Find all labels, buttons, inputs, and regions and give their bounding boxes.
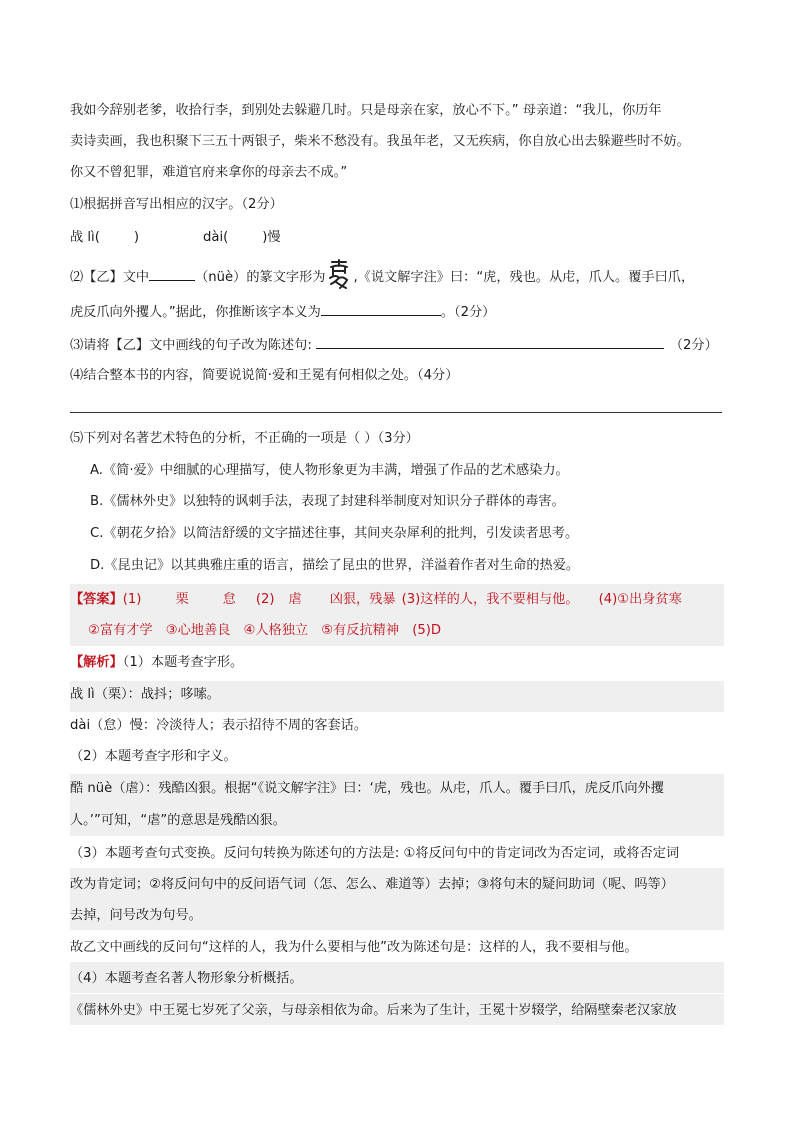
question-2-line-1 — [70, 266, 694, 288]
answer-1b: 怠 — [222, 592, 236, 607]
answer-4: (4)①出身贫寒 — [598, 592, 682, 607]
answer-blank — [149, 266, 195, 281]
answer-2-label: (2) — [255, 592, 275, 607]
analysis-line-7: （3）本题考查句式变换。反问句转换为陈述句的方法是: ①将反问句中的肯定词改为否定词，或将否定词 — [70, 846, 680, 861]
option-d: D.《昆虫记》以其典雅庄重的语言，描绘了昆虫的世界，洋溢着作者对生命的热爱。 — [90, 558, 580, 573]
analysis-line-4: （2）本题考查字形和字义。 — [70, 749, 237, 764]
question-2-line-2 — [70, 301, 495, 323]
question-1-blanks — [70, 228, 281, 248]
analysis-line-1 — [70, 653, 243, 673]
question-4: ⑷结合整本书的内容，简要说说简·爱和王冕有何相似之处。（4分） — [70, 368, 459, 383]
analysis-label: 【解析】 — [70, 655, 123, 670]
blank-li-suffix: ) — [133, 230, 140, 245]
answer-line — [70, 412, 722, 413]
analysis-line-10: 故乙文中画线的反问句“这样的人，我为什么要相与他”改为陈述句是：这样的人，我不要相与他。 — [70, 940, 638, 955]
answer-2b: 凶狠，残暴 — [329, 592, 396, 607]
question-5-stem: ⑸下列对名著艺术特色的分析，不正确的一项是（ ）（3分） — [70, 431, 419, 446]
analysis-line-8: 改为肯定词；②将反问句中的反问语气词（怎、怎么、难道等）去掉；③将句末的疑问助词（呢、吗等） — [70, 877, 674, 892]
answer-2a: 虐 — [288, 592, 302, 607]
question-3 — [70, 334, 718, 356]
analysis-line-3: dài（怠）慢：冷淡待人；表示招待不周的客套话。 — [70, 718, 368, 733]
passage-line-2: 卖诗卖画，我也积聚下三五十两银子，柴米不愁没有。我虽年老，又无疾病，你自放心出去躲避些时不妨。 — [70, 134, 690, 149]
analysis-line-2: 战 lì（栗）：战抖；哆嗦。 — [70, 687, 220, 702]
passage-line-3: 你又不曾犯罪，难道官府来拿你的母亲去不成。” — [70, 165, 348, 180]
analysis-line-6: 人。’”可知，“虐”的意思是残酷凶狠。 — [70, 813, 286, 828]
question-2-part-b: （nüè）的篆文字形为 — [195, 270, 326, 285]
question-3-score: （2分） — [669, 338, 718, 353]
seal-script-glyph-icon — [327, 258, 351, 292]
blank-li-prefix: 战 lì( — [70, 230, 100, 245]
blank-dai-suffix: )慢 — [262, 230, 281, 245]
question-3-text: ⑶请将【乙】文中画线的句子改为陈述句: — [70, 338, 312, 353]
option-a: A.《简·爱》中细腻的心理描写，使人物形象更为丰满，增强了作品的艺术感染力。 — [90, 463, 569, 478]
analysis-line-5: 酷 nüè（虐）：残酷凶狠。根据“《说文解字注》曰：‘虎，残也。从虍，爪人。覆手曰爪，虎反爪向外攫 — [70, 781, 664, 796]
answer-1-label: (1) — [122, 592, 142, 607]
option-c: C.《朝花夕拾》以简洁舒缓的文字描述往事，其间夹杂犀利的批判，引发读者思考。 — [90, 526, 579, 541]
answer-blank — [316, 334, 664, 349]
analysis-text: （1）本题考查字形。 — [122, 655, 244, 670]
analysis-line-9: 去掉，问号改为句号。 — [70, 908, 202, 923]
question-2-part-e: 。（2分） — [440, 305, 496, 320]
analysis-line-11: （4）本题考查名著人物形象分析概括。 — [70, 971, 303, 986]
question-2-part-c: ,《说文解字注》曰：“虎，残也。从虍，爪人。覆手曰爪， — [353, 270, 695, 285]
answer-line-1 — [70, 590, 682, 610]
option-b: B.《儒林外史》以独特的讽刺手法，表现了封建科举制度对知识分子群体的毒害。 — [90, 494, 565, 509]
question-1-stem: ⑴根据拼音写出相应的汉字。（2分） — [70, 197, 283, 212]
answer-3: (3)这样的人，我不要相与他。 — [401, 592, 579, 607]
question-2-part-a: ⑵【乙】文中 — [70, 270, 150, 285]
answer-label: 【答案】 — [70, 592, 123, 607]
answer-1a: 栗 — [175, 592, 189, 607]
answer-blank — [321, 301, 441, 316]
question-2-part-d: 虎反爪向外攫人。”据此，你推断该字本义为 — [70, 305, 321, 320]
answer-line-2: ②富有才学 ③心地善良 ④人格独立 ⑤有反抗精神 (5)D — [88, 623, 442, 638]
blank-dai-prefix: dài( — [203, 230, 229, 245]
passage-line-1: 我如今辞别老爹，收拾行李，到别处去躲避几时。只是母亲在家，放心不下。” 母亲道：“我儿，你历年 — [70, 103, 662, 118]
analysis-line-12: 《儒林外史》中王冕七岁死了父亲，与母亲相依为命。后来为了生计，王冕十岁辍学，给隔壁秦老汉家放 — [70, 1003, 677, 1018]
